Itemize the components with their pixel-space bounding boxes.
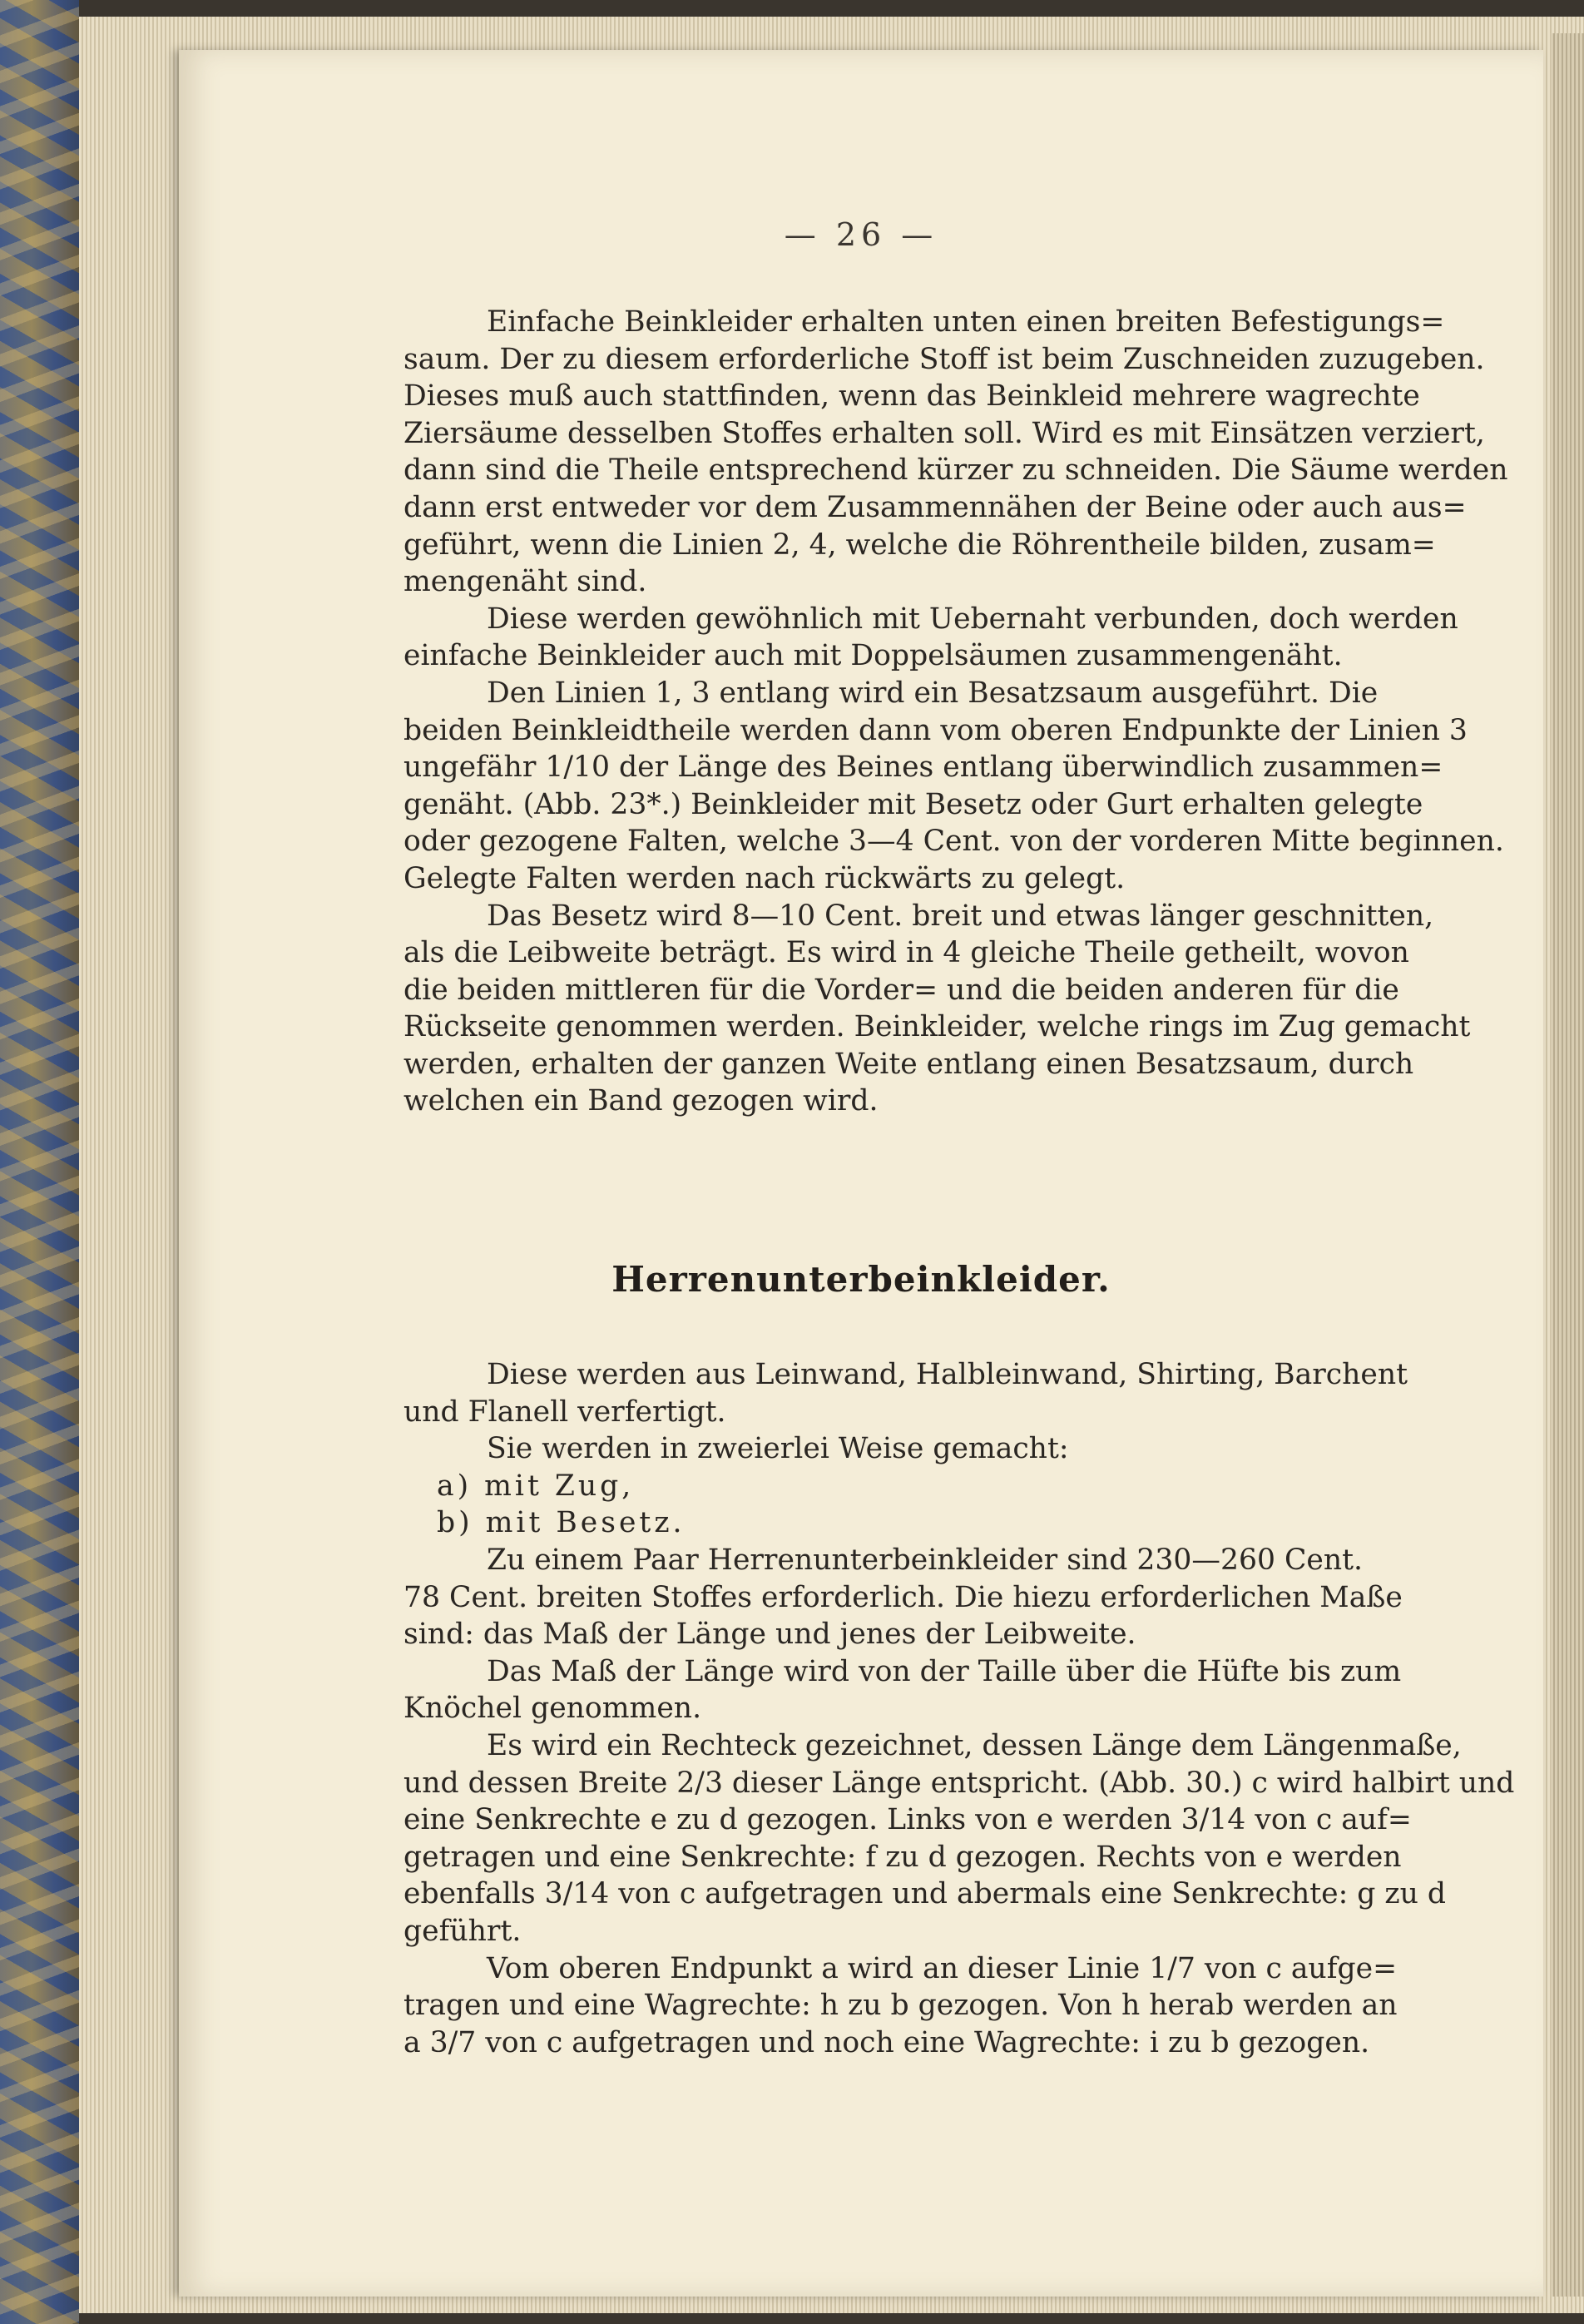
text-line: die beiden mittleren für die Vorder= und die beiden anderen für die [403,973,1399,1007]
text-line: Diese werden aus Leinwand, Halbleinwand, Shirting, Barchent [487,1358,1408,1391]
text-line: Gelegte Falten werden nach rückwärts zu gelegt. [403,861,1126,895]
paragraph [403,1430,1584,1468]
text-line: ungefähr 1/10 der Länge des Beines entlang überwindlich zusammen= [403,751,1443,785]
text-line: genäht. (Abb. 23*.) Beinkleider mit Besetz oder Gurt erhalten gelegte [403,787,1423,821]
text-line: Knöchel genommen. [403,1692,702,1726]
text-line: welchen ein Band gezogen wird. [403,1084,879,1118]
text-line: und Flanell verfertigt. [403,1395,726,1429]
text-line: eine Senkrechte e zu d gezogen. Links von e werden 3/14 von c auf= [403,1803,1412,1837]
text-line: mengenäht sind. [403,565,647,599]
paragraph [403,1653,1584,1727]
paragraph [403,1542,1584,1653]
text-line: Vom oberen Endpunkt a wird an dieser Linie 1/7 von c aufge= [487,1951,1398,1985]
text-line: Sie werden in zweierlei Weise gemacht: [487,1432,1069,1466]
text-line: oder gezogene Falten, welche 3—4 Cent. von der vorderen Mitte beginnen. [403,825,1504,859]
paragraph [403,675,1584,898]
text-line: beiden Beinkleidtheile werden dann vom oberen Endpunkte der Linien 3 [403,713,1468,747]
text-line: Einfache Beinkleider erhalten unten einen breiten Befestigungs= [487,305,1445,339]
list [403,1468,1584,1542]
text-line: 78 Cent. breiten Stoffes erforderlich. Die hiezu erforderlichen Maße [403,1580,1403,1614]
paragraph [403,1727,1584,1950]
text-line: als die Leibweite beträgt. Es wird in 4 gleiche Theile getheilt, wovon [403,936,1409,970]
marbled-cover-edge [0,0,79,2324]
section-heading: Herrenunterbeinkleider. [611,1259,1111,1300]
paragraph [403,601,1584,675]
text-line: a 3/7 von c aufgetragen und noch eine Wagrechte: i zu b gezogen. [403,2025,1370,2059]
page-number: — 26 — [784,216,938,253]
list-item: a) mit Zug, [437,1469,635,1503]
paragraph [403,1356,1584,1430]
text-line: einfache Beinkleider auch mit Doppelsäumen zusammengenäht. [403,639,1343,673]
text-line: getragen und eine Senkrechte: f zu d gezogen. Rechts von e werden [403,1840,1402,1874]
body-text-bottom [403,1356,1584,2061]
body-text-top [403,304,1584,1120]
text-line: tragen und eine Wagrechte: h zu b gezogen. Von h herab werden an [403,1989,1398,2023]
text-line: und dessen Breite 2/3 dieser Länge entspricht. (Abb. 30.) c wird halbirt und [403,1766,1515,1800]
text-line: geführt. [403,1914,522,1948]
book-page [179,50,1543,2297]
text-line: Zu einem Paar Herrenunterbeinkleider sind 230—260 Cent. [487,1543,1364,1577]
paragraph [403,1950,1584,2062]
text-line: Den Linien 1, 3 entlang wird ein Besatzsaum ausgeführt. Die [487,676,1379,710]
text-line: dann erst entweder vor dem Zusammennähen der Beine oder auch aus= [403,490,1467,524]
list-item: b) mit Besetz. [437,1506,686,1540]
text-line: Ziersäume desselben Stoffes erhalten soll. Wird es mit Einsätzen verziert, [403,416,1485,450]
text-line: Das Maß der Länge wird von der Taille über die Hüfte bis zum [487,1654,1402,1688]
text-line: ebenfalls 3/14 von c aufgetragen und abermals eine Senkrechte: g zu d [403,1877,1446,1911]
text-line: Rückseite genommen werden. Beinkleider, welche rings im Zug gemacht [403,1010,1471,1044]
text-line: saum. Der zu diesem erforderliche Stoff ist beim Zuschneiden zuzugeben. [403,342,1485,376]
paragraph [403,898,1584,1121]
text-line: werden, erhalten der ganzen Weite entlang einen Besatzsaum, durch [403,1047,1414,1081]
text-line: Das Besetz wird 8—10 Cent. breit und etwas länger geschnitten, [487,899,1434,933]
text-line: geführt, wenn die Linien 2, 4, welche die Röhrentheile bilden, zusam= [403,528,1436,562]
text-line: Diese werden gewöhnlich mit Uebernaht verbunden, doch werden [487,602,1458,636]
text-line: Dieses muß auch stattfinden, wenn das Beinkleid mehrere wagrechte [403,379,1420,414]
text-line: dann sind die Theile entsprechend kürzer zu schneiden. Die Säume werden [403,453,1508,488]
text-line: sind: das Maß der Länge und jenes der Leibweite. [403,1618,1136,1652]
text-line: Es wird ein Rechteck gezeichnet, dessen Länge dem Längenmaße, [487,1728,1462,1762]
paragraph [403,304,1584,601]
